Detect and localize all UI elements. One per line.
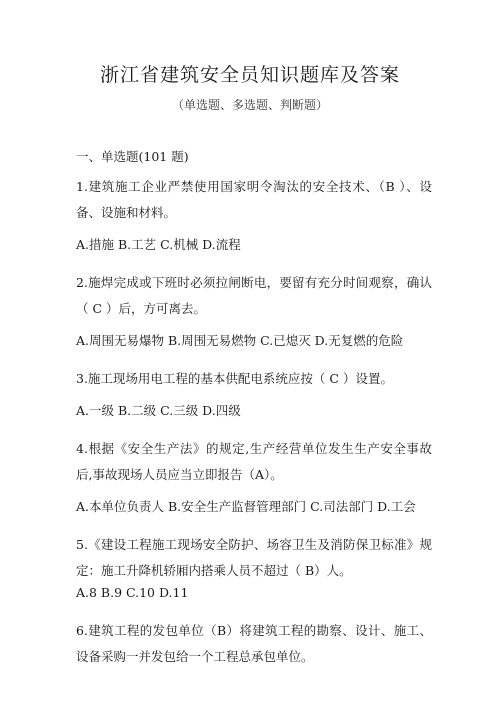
question-options: A.本单位负责人 B.安全生产监督管理部门 C.司法部门 D.工会 (76, 499, 416, 514)
question-stem: 2.施焊完成或下班时必须拉闸断电，要留有充分时间观察，确认（ C ）后，方可离去。 (76, 275, 432, 316)
question-4 (76, 436, 432, 520)
question-stem: 6.建筑工程的发包单位（B）将建筑工程的勘察、设计、施工、设备采购一并发包给一个工程总承包单位。 (76, 623, 432, 664)
question-stem: 3.施工现场用电工程的基本供配电系统应按（ C ）设置。 (76, 371, 393, 386)
document-body (76, 144, 432, 670)
question-options: A.周围无易爆物 B.周围无易燃物 C.已熄灭 D.无复燃的危险 (76, 333, 404, 348)
section-heading: 一、单选题(101 题) (76, 149, 189, 164)
question-options: A.措施 B.工艺 C.机械 D.流程 (76, 237, 241, 252)
document-subtitle: （单选题、多选题、判断题） (171, 98, 328, 112)
question-stem: 4.根据《安全生产法》的规定,生产经营单位发生生产安全事故后,事故现场人员应当立即报告（A）。 (76, 441, 432, 482)
question-5 (76, 532, 432, 606)
question-stem: 1.建筑施工企业严禁使用国家明令淘汰的安全技术、（B ）、设备、设施和材料。 (76, 179, 432, 220)
question-stem: 5.《建设工程施工现场安全防护、场容卫生及消防保卫标准》规定：施工升降机轿厢内搭乘人员不超过（ B）人。 (76, 537, 432, 578)
question-3 (76, 366, 432, 424)
question-options: A.8 B.9 C.10 D.11 (76, 585, 189, 600)
document-title: 浙江省建筑安全员知识题库及答案 (99, 64, 400, 86)
question-1 (76, 174, 432, 258)
question-2 (76, 270, 432, 354)
question-6 (76, 618, 432, 670)
question-options: A.一级 B.二级 C.三级 D.四级 (76, 403, 241, 418)
